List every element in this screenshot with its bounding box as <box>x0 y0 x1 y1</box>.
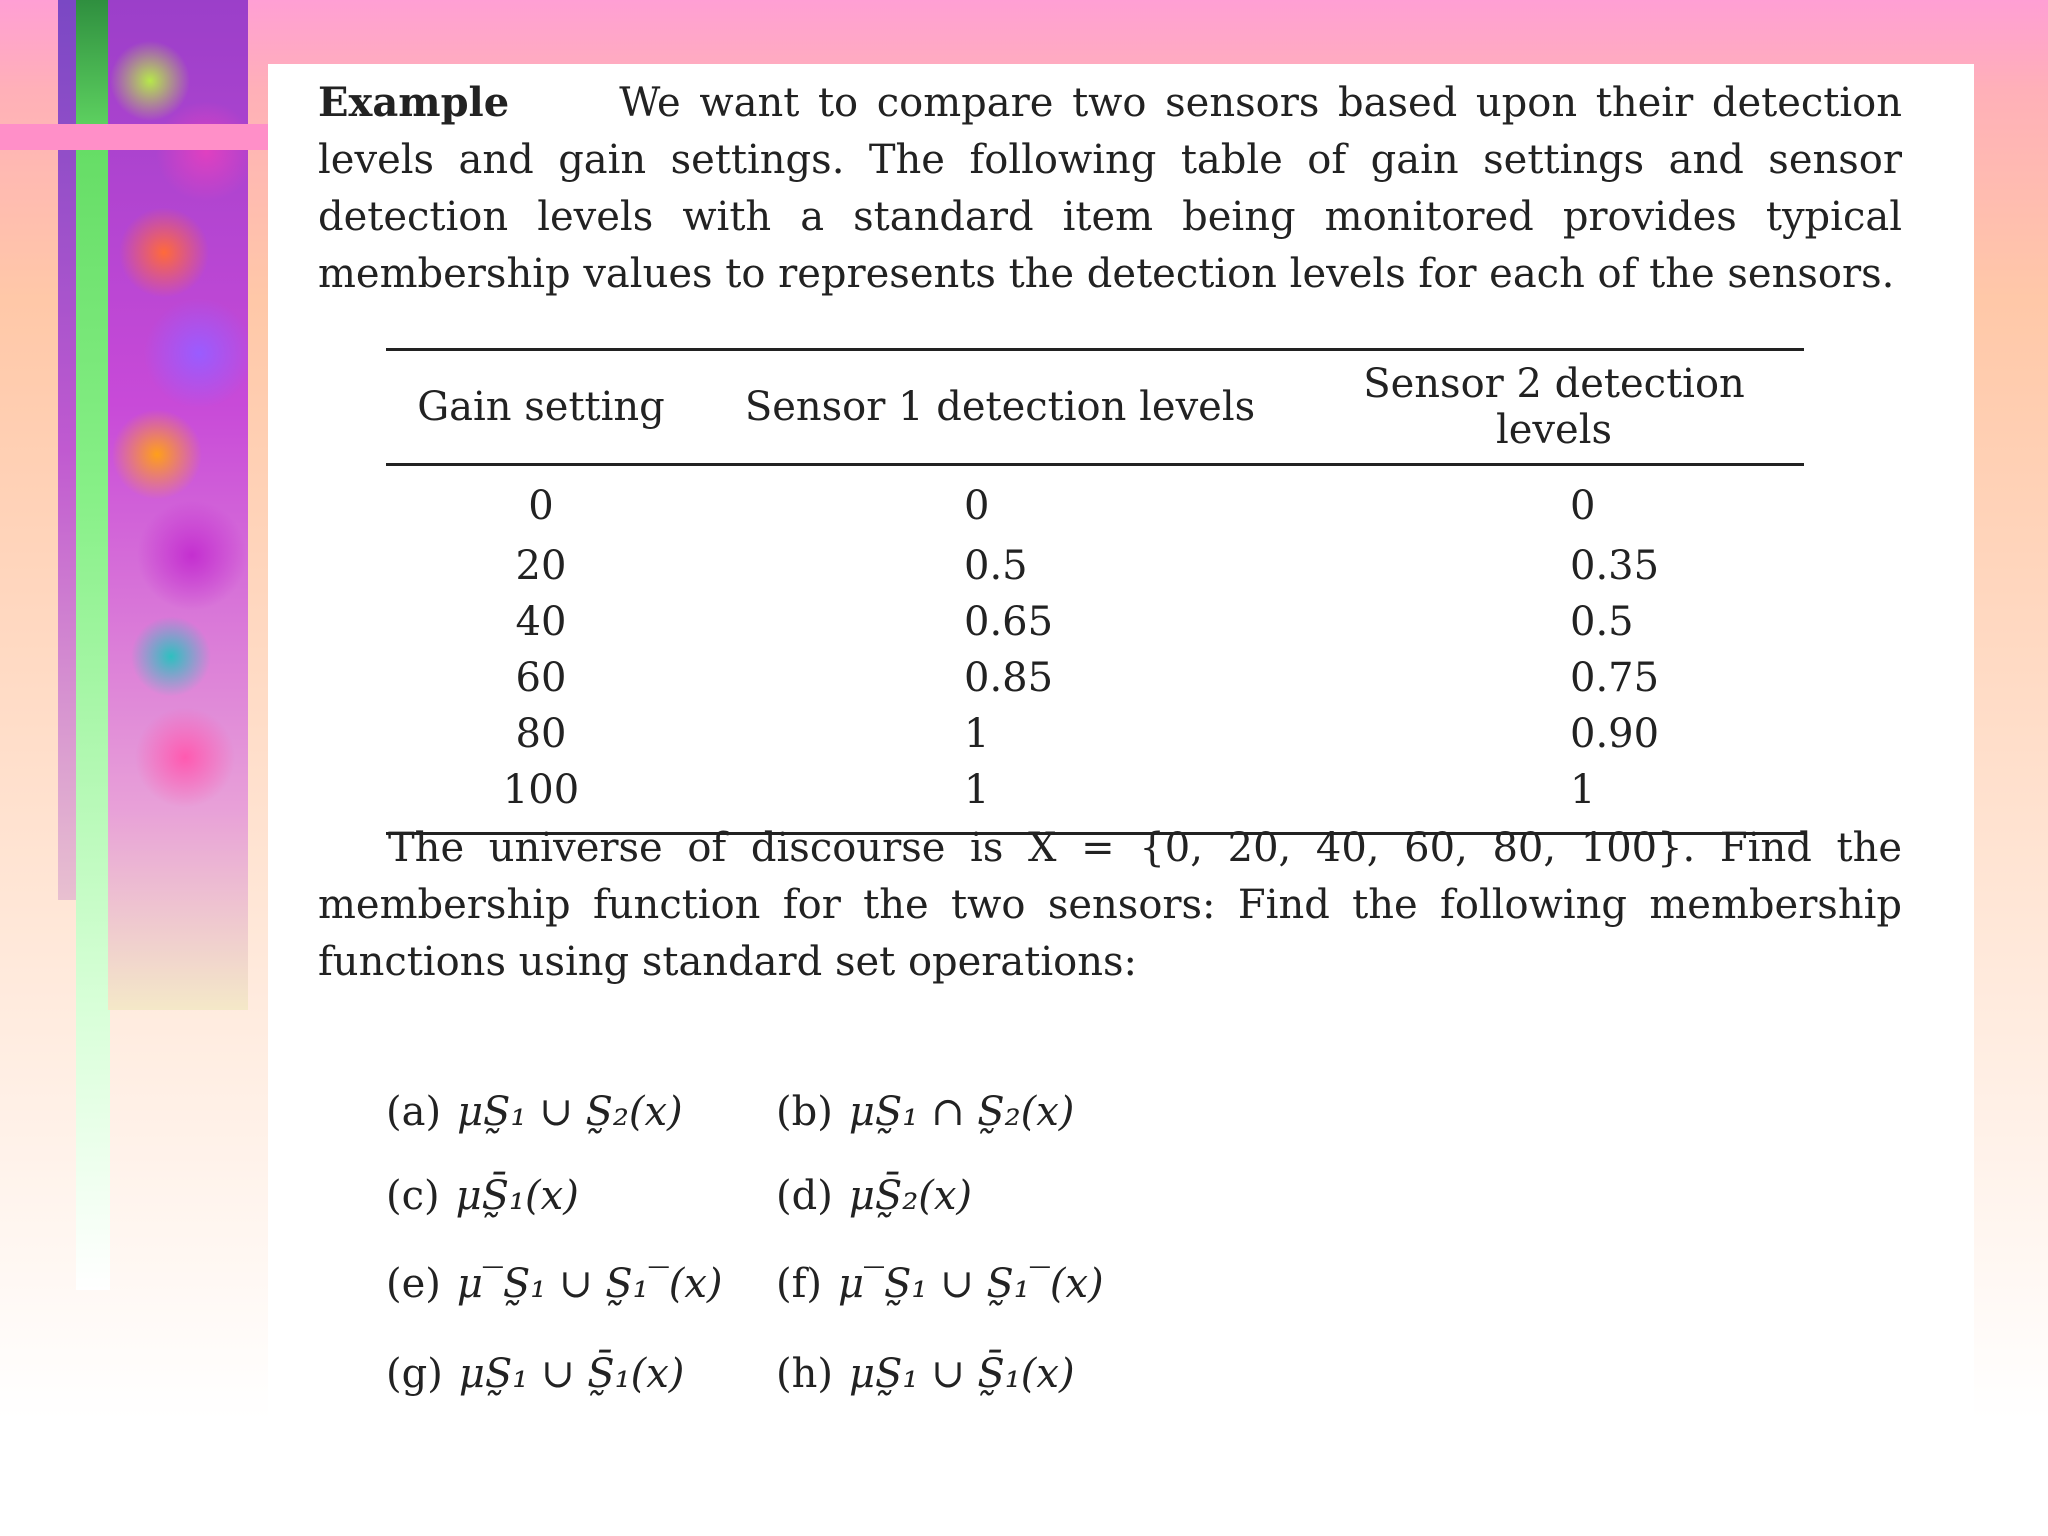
cell-sensor1: 0 <box>964 483 990 529</box>
example-heading: Example <box>318 79 510 126</box>
cell-sensor1: 0.5 <box>964 543 1028 589</box>
sidebar-green-strip <box>76 0 110 1290</box>
intro-paragraph <box>318 74 1902 303</box>
decorative-sidebar <box>0 0 270 1536</box>
table-row <box>386 538 1804 594</box>
cell-gain: 40 <box>515 599 567 645</box>
header-sensor2: Sensor 2 detection levels <box>1363 361 1745 453</box>
sidebar-floral-art <box>108 0 248 1010</box>
table-row <box>386 465 1804 539</box>
cell-sensor2: 0.5 <box>1570 599 1634 645</box>
exercise-item-d: (d) μS̰̄₂(x) <box>776 1173 973 1219</box>
intro-text: We want to compare two sensors based upon their detection levels and gain settings. The following table of gain settings and sensor detection levels with a standard item being monitored provides typical membership values to represents the detection levels for each of the sensors. <box>318 80 1902 297</box>
cell-sensor1: 0.85 <box>964 655 1054 701</box>
exercise-item-e: (e) μ‾S̰₁ ∪ S̰₁‾(x) <box>386 1261 723 1307</box>
exercise-item-h: (h) μS̰₁ ∪ S̰̄₁(x) <box>776 1351 1075 1397</box>
exercise-item-b: (b) μS̰₁ ∩ S̰₂(x) <box>776 1089 1075 1135</box>
cell-gain: 80 <box>515 711 567 757</box>
table-row <box>386 706 1804 762</box>
exercise-item-c: (c) μS̰̄₁(x) <box>386 1173 579 1219</box>
exercise-item-g: (g) μS̰₁ ∪ S̰̄₁(x) <box>386 1351 685 1397</box>
cell-sensor2: 0.90 <box>1570 711 1660 757</box>
header-sensor1: Sensor 1 detection levels <box>744 384 1256 430</box>
sidebar-pink-bar <box>0 124 270 150</box>
cell-sensor2: 0 <box>1570 483 1596 529</box>
header-gain: Gain setting <box>417 384 665 430</box>
cell-sensor1: 1 <box>964 767 990 813</box>
cell-sensor1: 0.65 <box>964 599 1054 645</box>
cell-gain: 20 <box>515 543 567 589</box>
cell-gain: 60 <box>515 655 567 701</box>
slide-content <box>268 64 1974 1454</box>
gain-sensor-table <box>386 348 1804 835</box>
table-row <box>386 650 1804 706</box>
exercise-item-f: (f) μ‾S̰₁ ∪ S̰₁‾(x) <box>776 1261 1104 1307</box>
cell-gain: 100 <box>502 767 580 813</box>
exercise-item-a: (a) μS̰₁ ∪ S̰₂(x) <box>386 1089 683 1135</box>
cell-gain: 0 <box>528 483 554 529</box>
table-row <box>386 594 1804 650</box>
cell-sensor1: 1 <box>964 711 990 757</box>
cell-sensor2: 1 <box>1570 767 1596 813</box>
cell-sensor2: 0.35 <box>1570 543 1660 589</box>
task-paragraph: The universe of discourse is X = {0, 20, 40, 60, 80, 100}. Find the membership function for the two sensors: Find the following membership functions using standard set operations: <box>318 825 1902 985</box>
table-header-row <box>386 350 1804 465</box>
cell-sensor2: 0.75 <box>1570 655 1660 701</box>
